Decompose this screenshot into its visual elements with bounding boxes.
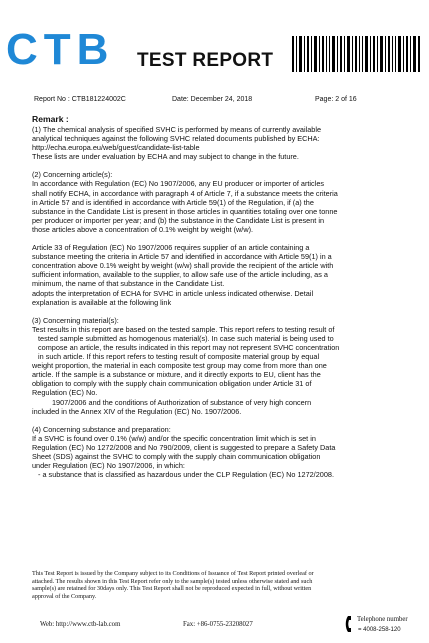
section1-line: These lists are under evaluation by ECHA and may subject to change in the future. xyxy=(32,152,299,162)
footer-disclaimer xyxy=(32,570,414,600)
barcode-icon xyxy=(292,36,420,72)
disclaimer-line: sample(s) are retained for 30days only. This Test Report shall not be reproduced expected in full, without written xyxy=(32,585,312,593)
disclaimer-line: This Test Report is issued by the Company subject to its Conditions of Issuance of Test Report printed overleaf or xyxy=(32,570,314,577)
remark-heading: Remark : xyxy=(32,114,69,124)
section4-line: - a substance that is classified as hazardous under the CLP Regulation (EC) No 1272/2008. xyxy=(38,470,334,480)
section2b-line: concentration above 0.1% weight by weight (w/w) shall provide the recipient of the article with xyxy=(32,261,334,271)
section2-line: in Article 57 and is identified in accordance with Article 59(1) of the Regulation, if (a) the xyxy=(32,197,314,207)
remark-content xyxy=(32,114,412,479)
section2b-line: substance meeting the criteria in Article 57 and identified in accordance with Article 59(1) in a xyxy=(32,252,332,262)
section4-line: If a SVHC is found over 0.1% (w/w) and/or the specific concentration limit which is set in xyxy=(32,433,316,443)
section3-line: obligation to comply with the supply chain communication obligation under Article 31 of xyxy=(32,379,312,389)
report-number: Report No : CTB181224002C xyxy=(34,96,126,103)
echa-link: http://echa.europa.eu/web/guest/candidate-list-table xyxy=(32,143,200,153)
section4-line: under Regulation (EC) No 1907/2006, in which: xyxy=(32,461,185,471)
section2b-line: minimum, the name of that substance in the Candidate List. xyxy=(32,279,225,289)
section3-line: tested sample submitted as homogenous material(s). In case such material is being used to xyxy=(38,333,334,343)
telephone-label: Telephone number xyxy=(357,616,408,623)
disclaimer-line: attached. The results shown in this Test Report refer only to the sample(s) tested unless otherwise stated and such xyxy=(32,577,313,585)
section3-line: article. If the sample is a substance or mixture, and it directly exports to EU, client has the xyxy=(32,370,321,380)
section3-line: Test results in this report are based on the tested sample. This report refers to testing result of xyxy=(32,324,335,334)
footer-fax: Fax: +86-0755-23208027 xyxy=(183,621,253,628)
section2-line: shall notify ECHA, in accordance with paragraph 4 of Article 7, if a substance meets the criteria xyxy=(32,188,338,198)
section2b-line: sufficient information, available to the supplier, to allow safe use of the article including, as a xyxy=(32,270,328,280)
section3-line: in such article. If this report refers to testing result of composite material group by equal xyxy=(38,352,320,362)
section1-line: (1) The chemical analysis of specified SVHC is performed by means of currently available xyxy=(32,125,322,134)
section2-heading: (2) Concerning article(s): xyxy=(32,170,113,180)
report-date: Date: December 24, 2018 xyxy=(172,96,253,103)
telephone-number: = 4008-258-120 xyxy=(358,627,401,633)
section3-line: weight proportion, the material in each composite test group may come from more than one xyxy=(32,361,327,371)
section3-line: Regulation (EC) No. xyxy=(32,388,98,398)
section1-line: analytical techniques against the following SVHC related documents published by ECHA: xyxy=(32,134,320,144)
section2-line: substance in the Candidate List is present in those articles in quantities totaling over one tonne xyxy=(32,206,338,216)
section2b-line: Article 33 of Regulation (EC) No 1907/2006 requires supplier of an article containing a xyxy=(32,243,310,253)
phone-icon xyxy=(345,616,355,632)
section2-line: In accordance with Regulation (EC) No 1907/2006, any EU producer or importer of articles xyxy=(32,179,325,189)
section3-heading: (3) Concerning material(s): xyxy=(32,315,119,325)
page-number: Page: 2 of 16 xyxy=(315,96,357,103)
footer-web: Web: http://www.ctb-lab.com xyxy=(40,621,121,628)
section4-heading: (4) Concerning substance and preparation: xyxy=(32,424,171,434)
section2b-line: adopts the interpretation of ECHA for SVHC in article unless indicated otherwise. Detail xyxy=(32,288,314,298)
report-title: TEST REPORT xyxy=(137,50,274,71)
section3-line: compose an article, the results indicated in this report may not represent SVHC concentration xyxy=(38,342,340,352)
section2b-line: explanation is available at the following link xyxy=(32,297,172,307)
section4-line: Regulation (EC) No 1272/2008 and No 790/2009, client is suggested to prepare a Safety Data xyxy=(32,442,336,452)
section3-line: included in the Annex XIV of the Regulation (EC) No. 1907/2006. xyxy=(32,406,242,416)
section2-line: per producer or importer per year; and (b) the substance in the Candidate List is present in xyxy=(32,215,325,225)
section2-line: those articles above a concentration of 0.1% weight by weight (w/w). xyxy=(32,224,254,234)
ctb-logo xyxy=(6,26,132,70)
disclaimer-line: approval of the Company. xyxy=(32,592,97,600)
logo-text: CTB xyxy=(6,26,115,70)
section4-line: Sheet (SDS) against the SVHC to comply with the supply chain communication obligation xyxy=(32,452,321,461)
section3-line: 1907/2006 and the conditions of Authorization of substance of very high concern xyxy=(52,397,312,407)
